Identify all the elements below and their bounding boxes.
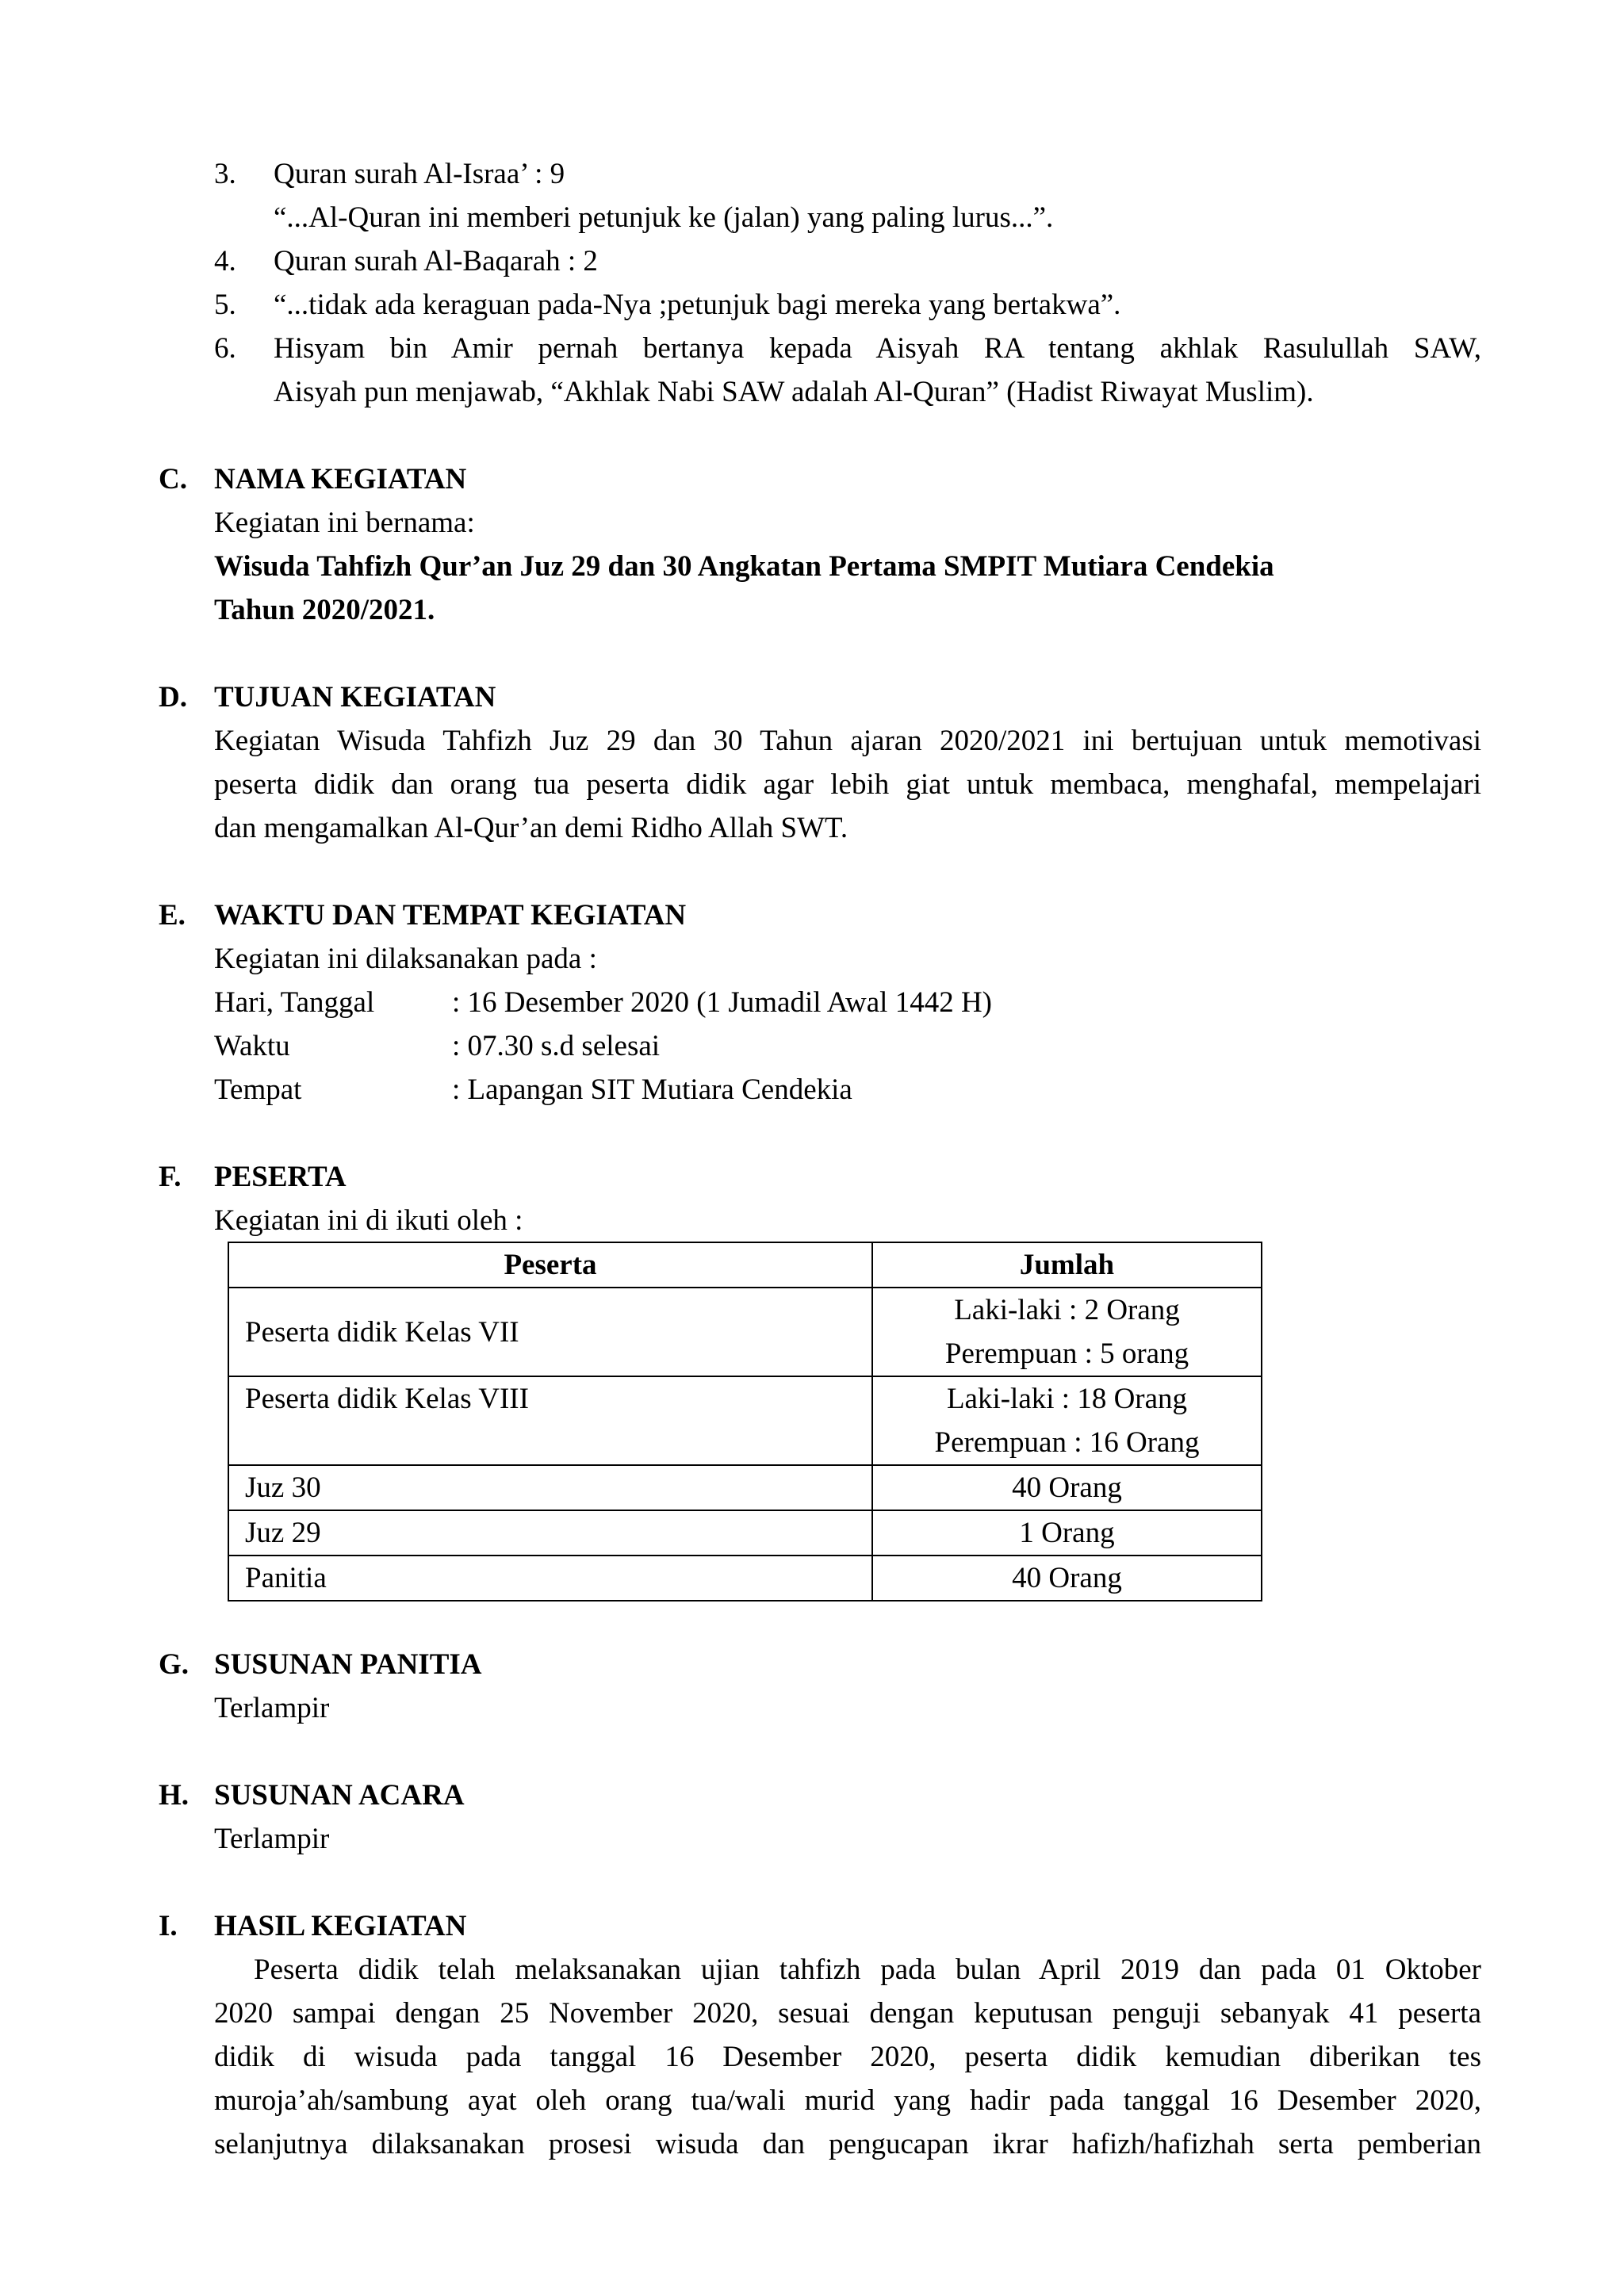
table-cell-peserta: Peserta didik Kelas VIII <box>228 1376 872 1465</box>
paragraph-line: peserta didik dan orang tua peserta didik agar lebih giat untuk membaca, menghafal, mempelajari <box>214 768 1481 801</box>
jumlah-line: Laki-laki : 18 Orang <box>946 1383 1188 1415</box>
table-cell-jumlah <box>872 1288 1262 1376</box>
list-number: 6. <box>214 332 236 365</box>
paragraph-line: Kegiatan Wisuda Tahfizh Juz 29 dan 30 Tahun ajaran 2020/2021 ini bertujuan untuk memotivasi <box>214 725 1481 757</box>
table-row <box>228 1465 1262 1510</box>
paragraph-line: 2020 sampai dengan 25 November 2020, sesuai dengan keputusan penguji sebanyak 41 peserta <box>214 1997 1481 2030</box>
jumlah-line: Perempuan : 16 Orang <box>934 1426 1200 1459</box>
activity-name: Wisuda Tahfizh Qur’an Juz 29 dan 30 Angkatan Pertama SMPIT Mutiara Cendekia <box>214 550 1274 583</box>
table-row <box>228 1376 1262 1465</box>
table-cell-jumlah: 40 Orang <box>872 1465 1262 1510</box>
table-cell-peserta: Juz 30 <box>228 1465 872 1510</box>
table-row <box>228 1556 1262 1601</box>
section-intro: Kegiatan ini bernama: <box>214 507 475 539</box>
list-number: 3. <box>214 158 236 190</box>
section-intro: Kegiatan ini dilaksanakan pada : <box>214 943 597 975</box>
paragraph-line: selanjutnya dilaksanakan prosesi wisuda dan pengucapan ikrar hafizh/hafizhah serta pemberian <box>214 2128 1481 2160</box>
paragraph-line: dan mengamalkan Al-Qur’an demi Ridho Allah SWT. <box>214 812 848 844</box>
list-item-text: “...tidak ada keraguan pada-Nya ;petunjuk bagi mereka yang bertakwa”. <box>274 289 1121 321</box>
table-cell-jumlah <box>872 1376 1262 1465</box>
section-letter: D. <box>159 681 187 714</box>
section-title: SUSUNAN PANITIA <box>214 1648 482 1681</box>
section-letter: G. <box>159 1648 190 1681</box>
jumlah-line: Laki-laki : 2 Orang <box>954 1294 1180 1326</box>
section-letter: H. <box>159 1779 190 1812</box>
section-title: PESERTA <box>214 1161 347 1193</box>
section-title: SUSUNAN ACARA <box>214 1779 465 1812</box>
table-cell-jumlah: 40 Orang <box>872 1556 1262 1601</box>
column-header: Peserta <box>228 1242 872 1288</box>
table-cell-peserta: Juz 29 <box>228 1510 872 1556</box>
detail-label: Waktu <box>214 1030 290 1062</box>
detail-value: : Lapangan SIT Mutiara Cendekia <box>452 1073 852 1106</box>
list-item-text: Hisyam bin Amir pernah bertanya kepada Aisyah RA tentang akhlak Rasulullah SAW, <box>274 332 1481 365</box>
section-title: TUJUAN KEGIATAN <box>214 681 496 714</box>
section-title: WAKTU DAN TEMPAT KEGIATAN <box>214 899 687 932</box>
paragraph-line: Peserta didik telah melaksanakan ujian tahfizh pada bulan April 2019 dan pada 01 Oktober <box>254 1954 1481 1986</box>
column-header: Jumlah <box>872 1242 1262 1288</box>
jumlah-line: Perempuan : 5 orang <box>944 1337 1189 1370</box>
list-number: 4. <box>214 245 236 277</box>
table-cell-jumlah: 1 Orang <box>872 1510 1262 1556</box>
table-row <box>228 1510 1262 1556</box>
list-item-text: Quran surah Al-Israa’ : 9 <box>274 158 565 190</box>
table-header-row <box>228 1242 1262 1288</box>
section-letter: C. <box>159 463 187 496</box>
section-letter: E. <box>159 899 186 932</box>
detail-value: : 16 Desember 2020 (1 Jumadil Awal 1442 H) <box>452 986 992 1019</box>
table-cell-peserta: Peserta didik Kelas VII <box>228 1288 872 1376</box>
list-number: 5. <box>214 289 236 321</box>
section-intro: Kegiatan ini di ikuti oleh : <box>214 1204 523 1237</box>
paragraph-line: muroja’ah/sambung ayat oleh orang tua/wali murid yang hadir pada tanggal 16 Desember 2020, <box>214 2084 1481 2117</box>
section-title: HASIL KEGIATAN <box>214 1910 467 1942</box>
table-row <box>228 1288 1262 1376</box>
detail-label: Hari, Tanggal <box>214 986 375 1019</box>
table-cell-peserta: Panitia <box>228 1556 872 1601</box>
participants-table <box>228 1242 1262 1601</box>
activity-name: Tahun 2020/2021. <box>214 594 435 626</box>
section-body: Terlampir <box>214 1692 330 1724</box>
section-body: Terlampir <box>214 1823 330 1855</box>
detail-label: Tempat <box>214 1073 302 1106</box>
section-title: NAMA KEGIATAN <box>214 463 467 496</box>
list-item-text: “...Al-Quran ini memberi petunjuk ke (jalan) yang paling lurus...”. <box>274 201 1054 234</box>
list-item-text: Quran surah Al-Baqarah : 2 <box>274 245 598 277</box>
paragraph-line: didik di wisuda pada tanggal 16 Desember 2020, peserta didik kemudian diberikan tes <box>214 2041 1481 2073</box>
section-letter: F. <box>159 1161 182 1193</box>
section-letter: I. <box>159 1910 178 1942</box>
list-item-text: Aisyah pun menjawab, “Akhlak Nabi SAW adalah Al-Quran” (Hadist Riwayat Muslim). <box>274 376 1314 408</box>
detail-value: : 07.30 s.d selesai <box>452 1030 661 1062</box>
